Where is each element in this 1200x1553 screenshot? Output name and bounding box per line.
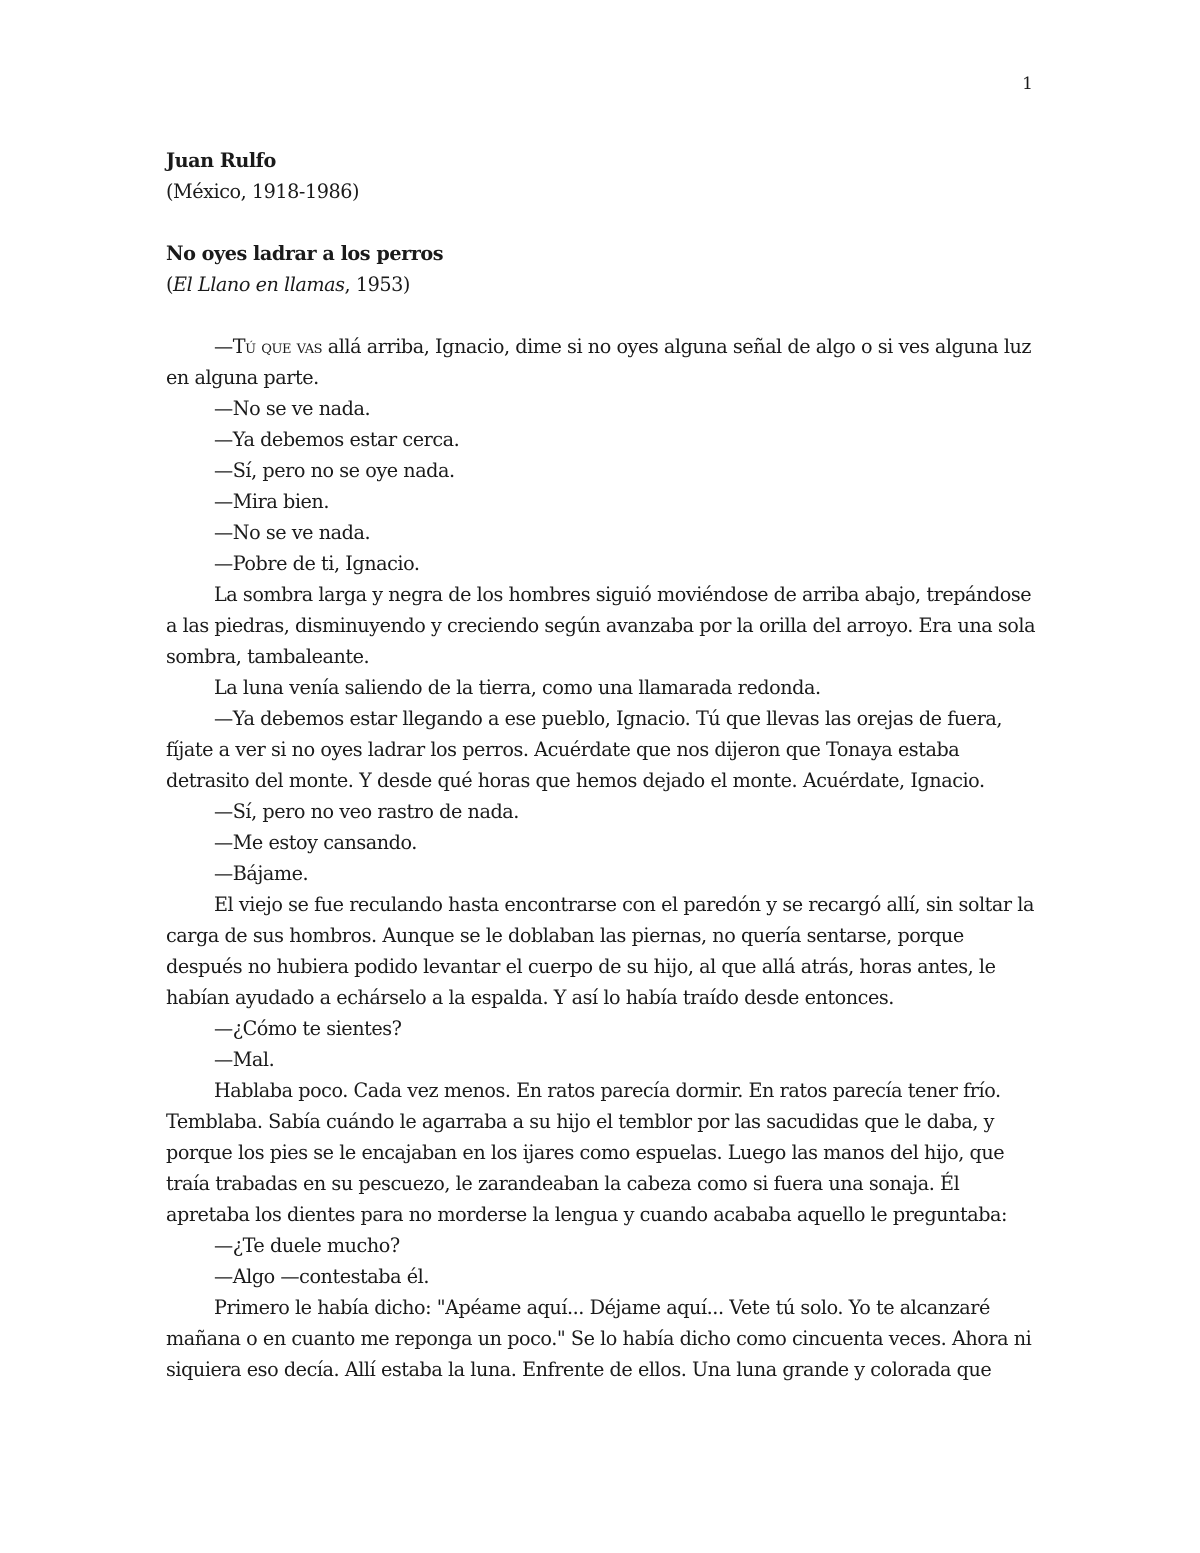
source-rest: , 1953)	[344, 273, 410, 296]
opening-paragraph	[166, 331, 1038, 393]
opening-dash: —	[214, 335, 233, 358]
paragraph: —Sí, pero no se oye nada.	[214, 459, 455, 482]
spacer	[166, 300, 1038, 331]
page-number: 1	[1022, 74, 1033, 94]
author-name: Juan Rulfo	[166, 149, 276, 172]
paragraph: —Algo —contestaba él.	[214, 1265, 429, 1288]
paragraph: —Bájame.	[214, 862, 309, 885]
paragraph: —¿Cómo te sientes?	[214, 1017, 402, 1040]
paragraph: Primero le había dicho: "Apéame aquí... Déjame aquí... Vete tú solo. Yo te alcanzaré mañana o en cuanto me reponga un poco." Se lo había dicho como cincuenta veces. Ahora ni siquiera eso decía. Allí estaba la luna. Enfrente de ellos. Una luna grande y colorada que	[166, 1296, 1032, 1381]
paragraph: —No se ve nada.	[214, 397, 371, 420]
spacer	[166, 207, 1038, 238]
source-book-title: El Llano en llamas	[173, 273, 345, 296]
paragraph: Hablaba poco. Cada vez menos. En ratos parecía dormir. En ratos parecía tener frío. Temblaba. Sabía cuándo le agarraba a su hijo el temblor por las sacudidas que le daba, y porque los pies se le encajaban en los ijares como espuelas. Luego las manos del hijo, que traía trabadas en su pescuezo, le zarandeaban la cabeza como si fuera una sonaja. Él apretaba los dientes para no morderse la lengua y cuando acababa aquello le preguntaba:	[166, 1079, 1008, 1226]
paragraph: —No se ve nada.	[214, 521, 371, 544]
opening-rest: allá arriba, Ignacio, dime si no oyes alguna señal de algo o si ves alguna luz en alguna parte.	[166, 335, 1032, 389]
document-body	[166, 145, 1038, 1385]
author-info: (México, 1918-1986)	[166, 180, 360, 203]
paragraph: —Pobre de ti, Ignacio.	[214, 552, 420, 575]
paragraph: —¿Te duele mucho?	[214, 1234, 400, 1257]
paragraph: —Ya debemos estar cerca.	[214, 428, 460, 451]
paragraph: —Mira bien.	[214, 490, 329, 513]
story-title: No oyes ladrar a los perros	[166, 242, 444, 265]
paragraph: —Mal.	[214, 1048, 275, 1071]
paragraph: El viejo se fue reculando hasta encontrarse con el paredón y se recargó allí, sin soltar la carga de sus hombros. Aunque se le doblaban las piernas, no quería sentarse, porque después no hubiera podido levantar el cuerpo de su hijo, al que allá atrás, horas antes, le habían ayudado a echárselo a la espalda. Y así lo había traído desde entonces.	[166, 893, 1034, 1009]
paragraph: —Me estoy cansando.	[214, 831, 417, 854]
paragraph: La luna venía saliendo de la tierra, como una llamarada redonda.	[214, 676, 821, 699]
opening-smallcaps: Tú que vas	[232, 335, 323, 358]
source-open: (	[166, 273, 174, 296]
paragraph: —Sí, pero no veo rastro de nada.	[214, 800, 519, 823]
story-source	[166, 269, 1038, 300]
paragraph: La sombra larga y negra de los hombres siguió moviéndose de arriba abajo, trepándose a las piedras, disminuyendo y creciendo según avanzaba por la orilla del arroyo. Era una sola sombra, tambaleante.	[166, 583, 1036, 668]
paragraph-list	[166, 393, 1038, 1385]
paragraph: —Ya debemos estar llegando a ese pueblo, Ignacio. Tú que llevas las orejas de fuera, fíjate a ver si no oyes ladrar los perros. Acuérdate que nos dijeron que Tonaya estaba detrasito del monte. Y desde qué horas que hemos dejado el monte. Acuérdate, Ignacio.	[166, 707, 1003, 792]
